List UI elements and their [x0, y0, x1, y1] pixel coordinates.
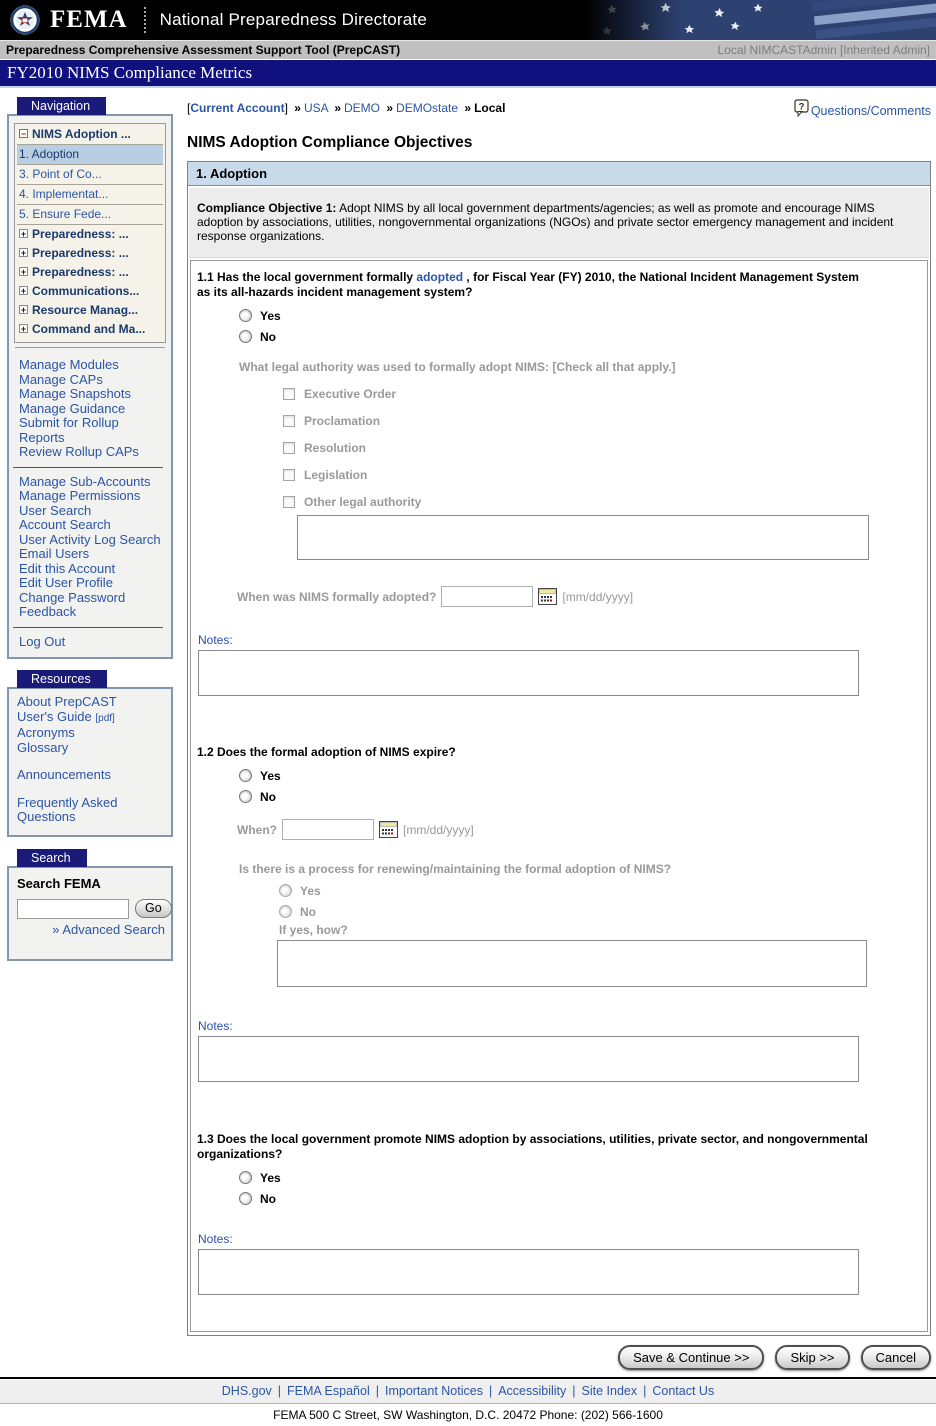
- expand-icon[interactable]: +: [20, 324, 27, 334]
- sidebar-item-reports[interactable]: Reports: [19, 429, 65, 445]
- navigation-box: [7, 114, 173, 659]
- q1-2-no-label: No: [260, 789, 276, 804]
- sidebar-item-manage-caps[interactable]: Manage CAPs: [19, 371, 103, 387]
- nav-tree-label: Resource Manag...: [32, 303, 139, 317]
- header-divider: [144, 7, 146, 33]
- calendar-icon[interactable]: [538, 588, 557, 605]
- breadcrumb-separator: »: [386, 101, 394, 115]
- question-1-2-text: 1.2 Does the formal adoption of NIMS expire?: [197, 745, 456, 759]
- footer-link-site-index[interactable]: Site Index: [581, 1384, 638, 1398]
- question-text-part: , for Fiscal Year (FY) 2010, the National Incident Management System as its all-hazards incident management system?: [197, 270, 859, 299]
- calendar-icon[interactable]: [379, 821, 398, 838]
- questions-box: [190, 260, 928, 1332]
- footer-link-espanol[interactable]: FEMA Español: [287, 1384, 370, 1398]
- resources-item-faq[interactable]: Frequently Asked Questions: [17, 794, 118, 824]
- page-title: FY2010 NIMS Compliance Metrics: [7, 63, 253, 82]
- breadcrumb-separator: »: [334, 101, 341, 115]
- action-buttons: [187, 1345, 931, 1370]
- tree-divider: [15, 347, 165, 348]
- breadcrumb-separator: »: [464, 101, 472, 115]
- footer-separator: |: [375, 1384, 379, 1398]
- checkbox-label: Proclamation: [304, 414, 381, 428]
- if-yes-how-label: If yes, how?: [279, 923, 348, 937]
- navigation-header: Navigation: [17, 97, 106, 115]
- nav-tree-item-adoption[interactable]: [17, 145, 163, 165]
- checkbox-label: Resolution: [304, 441, 366, 455]
- date-format-hint: [mm/dd/yyyy]: [403, 822, 474, 837]
- sidebar-item-account-search[interactable]: Account Search: [19, 517, 111, 532]
- section-header: 1. Adoption: [188, 162, 930, 186]
- sidebar-divider: [13, 467, 163, 468]
- search-box: [7, 866, 173, 961]
- main-content: [187, 97, 931, 1370]
- sidebar-item-review-rollup-caps[interactable]: Review Rollup CAPs: [19, 444, 139, 459]
- sidebar-item-feedback[interactable]: Feedback: [19, 604, 77, 619]
- q1-3-no-label: No: [260, 1191, 276, 1206]
- expand-icon[interactable]: +: [20, 229, 27, 239]
- search-fema-label: Search FEMA: [17, 875, 101, 891]
- breadcrumb: [187, 97, 505, 115]
- expand-icon[interactable]: +: [20, 305, 27, 315]
- nav-tree-label: Preparedness: ...: [32, 246, 129, 260]
- help-icon[interactable]: [794, 99, 810, 117]
- nav-tree-label: 4. Implementat...: [19, 187, 109, 201]
- checkbox-proclamation[interactable]: [283, 415, 295, 427]
- cancel-button[interactable]: Cancel: [861, 1345, 931, 1370]
- adoption-date-label: When was NIMS formally adopted?: [237, 589, 437, 604]
- nav-tree-label: 3. Point of Co...: [19, 167, 102, 181]
- resources-box: [7, 687, 173, 837]
- sidebar-links-group2: [13, 475, 167, 620]
- footer-address: FEMA 500 C Street, SW Washington, D.C. 20472 Phone: (202) 566-1600: [273, 1408, 663, 1422]
- checkbox-label: Other legal authority: [304, 495, 422, 509]
- footer-separator: |: [277, 1384, 282, 1398]
- q1-3-notes-label: Notes:: [198, 1232, 233, 1246]
- sidebar-item-manage-sub-accounts[interactable]: Manage Sub-Accounts: [19, 473, 151, 489]
- sidebar-item-change-password[interactable]: Change Password: [19, 589, 126, 605]
- q1-1-yes-label: Yes: [260, 308, 281, 323]
- sidebar-item-user-search[interactable]: User Search: [19, 502, 92, 518]
- sidebar-item-manage-modules[interactable]: Manage Modules: [19, 357, 119, 372]
- question-1-3-text: 1.3 Does the local government promote NIMS adoption by associations, utilities, private sector, and nongovernmental organizations?: [197, 1132, 868, 1161]
- nav-tree-label: 5. Ensure Fede...: [19, 207, 112, 221]
- search-go-button[interactable]: Go: [135, 899, 172, 918]
- sidebar-item-edit-user-profile[interactable]: Edit User Profile: [19, 575, 113, 590]
- q1-1-notes-label: Notes:: [198, 633, 233, 647]
- pdf-tag: [pdf]: [95, 712, 115, 724]
- compliance-objective: [189, 188, 929, 258]
- q1-2-radio-no[interactable]: [239, 790, 252, 803]
- app-title: Preparedness Comprehensive Assessment Support Tool (PrepCAST): [6, 43, 401, 57]
- resources-header: Resources: [17, 670, 107, 688]
- nav-tree-label: 1. Adoption: [19, 147, 80, 161]
- q1-3-radio-no[interactable]: [239, 1192, 252, 1205]
- sidebar-divider: [13, 627, 163, 628]
- renew-yes-label: Yes: [300, 883, 321, 898]
- nav-tree-item-resource-management[interactable]: [17, 301, 163, 320]
- question-1-1: [197, 270, 919, 696]
- advanced-search-link[interactable]: » Advanced Search: [52, 921, 165, 937]
- q1-2-yes-label: Yes: [260, 768, 281, 783]
- renew-radio-no[interactable]: [279, 905, 292, 918]
- app-bar: [0, 40, 936, 59]
- footer-link-dhs[interactable]: DHS.gov: [221, 1384, 272, 1398]
- expire-date-input[interactable]: [282, 819, 374, 840]
- footer-links: [0, 1379, 936, 1404]
- resources-item-acronyms[interactable]: Acronyms: [17, 725, 75, 740]
- expand-icon[interactable]: +: [20, 286, 27, 296]
- us-flag-image: [584, 0, 936, 40]
- q1-3-radio-yes[interactable]: [239, 1171, 252, 1184]
- save-continue-button[interactable]: Save & Continue >>: [618, 1345, 764, 1370]
- q1-1-radio-no[interactable]: [239, 330, 252, 343]
- nav-tree-label: Preparedness: ...: [32, 227, 129, 241]
- footer-separator: |: [643, 1384, 647, 1398]
- footer-separator: |: [488, 1384, 493, 1398]
- checkbox-label: Executive Order: [304, 387, 397, 401]
- checkbox-legislation[interactable]: [283, 469, 295, 481]
- nav-tree-item-nims-adoption[interactable]: [17, 125, 163, 145]
- nav-tree-item-implementation[interactable]: [17, 185, 163, 205]
- sidebar-item-manage-permissions[interactable]: Manage Permissions: [19, 488, 141, 503]
- footer-link-important-notices[interactable]: Important Notices: [384, 1384, 483, 1398]
- search-header: Search: [17, 849, 87, 867]
- footer: [0, 1377, 936, 1426]
- resources-item-about-prepcast[interactable]: About PrepCAST: [17, 694, 117, 709]
- footer-link-contact-us[interactable]: Contact Us: [652, 1384, 715, 1398]
- q1-1-notes-textarea[interactable]: [198, 650, 859, 696]
- top-header: [0, 0, 936, 40]
- questions-comments-link[interactable]: Questions/Comments: [810, 104, 931, 118]
- svg-text:?: ?: [798, 101, 805, 113]
- breadcrumb-demo[interactable]: DEMO: [344, 101, 380, 115]
- nav-tree-item-command[interactable]: [17, 320, 163, 339]
- fema-logo: FEMA: [50, 6, 128, 33]
- adopted-link[interactable]: adopted: [416, 270, 464, 284]
- question-1-3: [197, 1132, 919, 1295]
- footer-separator: |: [572, 1384, 576, 1398]
- expand-icon[interactable]: +: [20, 248, 27, 258]
- expire-when-label: When?: [237, 822, 277, 837]
- checkbox-label: Legislation: [304, 468, 368, 482]
- dhs-seal-icon: [10, 5, 40, 35]
- directorate-title: National Preparedness Directorate: [159, 10, 428, 29]
- nav-tree-item-preparedness-2[interactable]: [17, 244, 163, 263]
- objective-text: Adopt NIMS by all local government departments/agencies; as well as promote and encourage NIMS adoption by associations, utilities, nongovernmental organizations (NGOs) and private sector emergency management and incident response organizations.: [197, 201, 894, 243]
- nav-tree: [14, 123, 166, 343]
- nav-tree-item-preparedness-1[interactable]: [17, 225, 163, 244]
- nav-tree-label: Command and Ma...: [32, 322, 146, 336]
- checkbox-executive-order[interactable]: [283, 388, 295, 400]
- collapse-icon[interactable]: −: [20, 129, 27, 139]
- q1-2-radio-yes[interactable]: [239, 769, 252, 782]
- adoption-date-input[interactable]: [441, 586, 533, 607]
- question-1-2: [197, 745, 919, 1082]
- q1-2-notes-textarea[interactable]: [198, 1036, 859, 1082]
- breadcrumb-local: Local: [474, 101, 506, 115]
- page-heading: NIMS Adoption Compliance Objectives: [187, 134, 473, 151]
- bracket: ]: [284, 101, 288, 115]
- nav-tree-label: Communications...: [32, 284, 140, 298]
- nav-tree-item-ensure-federal[interactable]: [17, 205, 163, 225]
- sidebar-item-manage-guidance[interactable]: Manage Guidance: [19, 400, 126, 416]
- q1-1-no-label: No: [260, 329, 276, 344]
- legal-authority-question: What legal authority was used to formally adopt NIMS: [Check all that apply.]: [239, 360, 676, 374]
- nav-tree-item-communications[interactable]: [17, 282, 163, 301]
- question-1-1-text: [197, 270, 873, 300]
- date-format-hint: [mm/dd/yyyy]: [562, 589, 634, 604]
- q1-1-radio-yes[interactable]: [239, 309, 252, 322]
- users-guide-label: User's Guide: [17, 708, 92, 724]
- checkbox-other-legal-authority[interactable]: [283, 496, 295, 508]
- breadcrumb-separator: »: [294, 101, 301, 115]
- sidebar-item-manage-snapshots[interactable]: Manage Snapshots: [19, 386, 132, 401]
- footer-link-accessibility[interactable]: Accessibility: [498, 1384, 567, 1398]
- breadcrumb-demostate[interactable]: DEMOstate: [396, 101, 459, 115]
- bracket: [: [187, 101, 191, 115]
- nav-tree-label: Preparedness: ...: [32, 265, 129, 279]
- renew-no-label: No: [300, 904, 316, 919]
- resources-item-users-guide[interactable]: [17, 710, 167, 727]
- breadcrumb-current-account[interactable]: Current Account: [190, 101, 285, 115]
- resources-item-announcements[interactable]: Announcements: [17, 767, 111, 782]
- sidebar-links-group1: [13, 350, 167, 460]
- q1-3-yes-label: Yes: [260, 1170, 281, 1185]
- sidebar-item-log-out[interactable]: Log Out: [19, 633, 66, 649]
- sidebar-item-submit-for-rollup[interactable]: Submit for Rollup: [19, 415, 119, 430]
- nav-tree-label: NIMS Adoption ...: [32, 127, 131, 141]
- nav-tree-item-point-of-contact[interactable]: [17, 165, 163, 185]
- objective-label: Compliance Objective 1:: [197, 201, 337, 215]
- other-legal-authority-textarea[interactable]: [297, 515, 869, 560]
- checkbox-resolution[interactable]: [283, 442, 295, 454]
- nav-tree-item-preparedness-3[interactable]: [17, 263, 163, 282]
- sidebar-item-user-activity-log-search[interactable]: User Activity Log Search: [19, 531, 161, 547]
- q1-3-notes-textarea[interactable]: [198, 1249, 859, 1295]
- skip-button[interactable]: Skip >>: [775, 1345, 849, 1370]
- if-yes-how-textarea[interactable]: [277, 940, 867, 987]
- adoption-panel: [187, 161, 931, 1336]
- sidebar-item-email-users[interactable]: Email Users: [19, 546, 90, 561]
- renew-question: Is there is a process for renewing/maintaining the formal adoption of NIMS?: [239, 862, 672, 876]
- sidebar-item-edit-this-account[interactable]: Edit this Account: [19, 560, 116, 576]
- expand-icon[interactable]: +: [20, 267, 27, 277]
- q1-2-notes-label: Notes:: [198, 1019, 233, 1033]
- question-text-part: 1.1 Has the local government formally: [197, 270, 417, 284]
- sidebar: [7, 97, 173, 961]
- page-title-bar: [0, 59, 936, 88]
- logged-in-user: Local NIMCASTAdmin [Inherited Admin]: [717, 43, 930, 57]
- breadcrumb-usa[interactable]: USA: [303, 101, 328, 115]
- search-input[interactable]: [17, 899, 129, 919]
- renew-radio-yes[interactable]: [279, 884, 292, 897]
- resources-item-glossary[interactable]: Glossary: [17, 739, 69, 755]
